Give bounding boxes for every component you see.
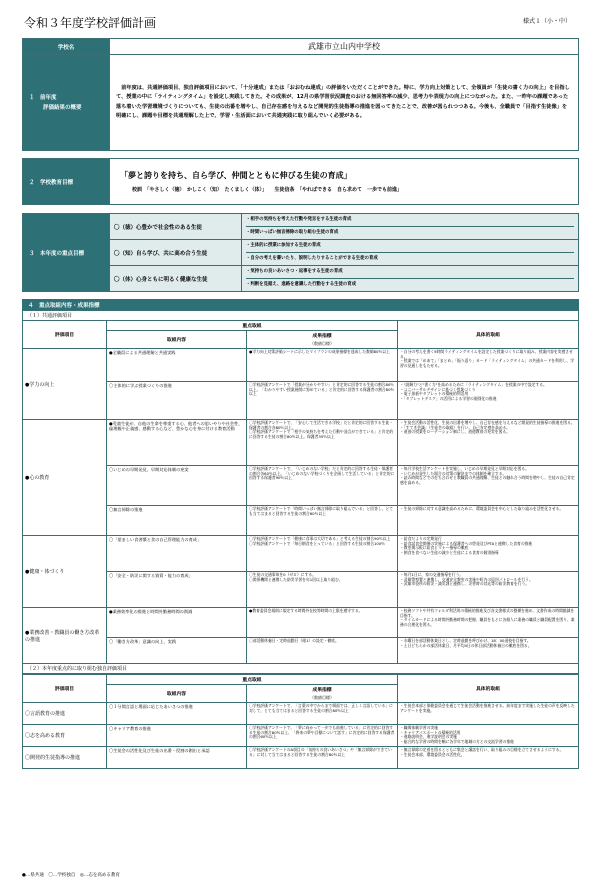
category-cell: 〇開発的生徒指導の推進 bbox=[23, 747, 107, 769]
index-cell: 〇生徒の交通事故を0（ゼロ）にする。 〇関係機関と連携した防災学習を年1回以上取り組む。 bbox=[247, 572, 398, 608]
focus-points-1: ・相手の気持ちを考えた行動や発言をする生徒の育成 ・時間いっぱい無言掃除の取り組む生徒の育成 bbox=[242, 214, 579, 240]
table-row bbox=[23, 506, 579, 536]
concrete-cell: ・校務ソフトや共有フォルダ利活用の積極的推進及び各文書様式の整備を進め、文書作成の時間縮減を目指す。 ・タイムカードによる時間外勤務時間の把握、職員をもとに各個人に業務の職員と職員配置を図り、業務の合理化を図る。 bbox=[398, 608, 579, 638]
table-row bbox=[23, 536, 579, 572]
concrete-cell: ・生徒の掃除に対する意識を高めるために、環境委員会を中心とした取り組みを活性化させる。 bbox=[398, 506, 579, 536]
content-cell: 〇無言掃除の推進 bbox=[107, 506, 247, 536]
concrete-cell: ・自分の考えを書く5時間ライティングタイムを設定した授業づくりに取り組み、授業内容を実感させる。 ・授業では「めあて」「まとめ」「振り返り」カード「ライティングタイム」の共通カードを利用し、学習の見通しをもたせる。 bbox=[398, 349, 579, 382]
section-4 bbox=[22, 299, 579, 769]
category-cell: 〇言語教育の推進 bbox=[23, 703, 107, 725]
header-index-sub: （数値目標） bbox=[247, 340, 398, 349]
focus-table bbox=[22, 213, 579, 292]
unique-items-heading: （２）本年度重点的に取り組む独自評価項目 bbox=[22, 664, 579, 674]
focus-points-2: ・主体的に授業に参加する生徒の育成 ・自分の考えを書いたり、説明したりすることができる生徒の育成 bbox=[242, 240, 579, 266]
table-row bbox=[23, 382, 579, 420]
header-item: 評価項目 bbox=[23, 675, 107, 703]
header-index: 成果指標 bbox=[247, 331, 398, 341]
table-row bbox=[23, 608, 579, 638]
category-cell: ●健康・体づくり bbox=[23, 536, 107, 608]
content-cell: 〇主体的に学ぶ授業づくりの推進 bbox=[107, 382, 247, 420]
index-cell: 〇学校評価アンケートで、「いじめのない学校」だと肯定的に回答する生徒・保護者の割合各80％以上。「いじめのない学校づくりを企画して生活している」と肯定的に回答する保護者90％以上 bbox=[247, 466, 398, 506]
school-name: 武雄市立山内中学校 bbox=[110, 39, 579, 55]
content-cell: 〇「働き方改革」意識の向上、実践 bbox=[107, 638, 247, 664]
focus-label: ３ 本年度の重点目標 bbox=[23, 214, 110, 292]
index-cell: 〇学校評価アンケートのA項目の「気持ちの良いあいさつ」や「無言掃除ができている」に対して当てはまると回答する生徒の割合80％以上 bbox=[247, 747, 398, 769]
concrete-cell: ・毎月学校生活アンケートを実施し、いじめの早期発見と早期対応を図る。 ・いじめが発生した場合の対策の解決までの体制を確立する。 ・読み時間などでの打ち合わせと教職員の共通理解、生徒との触れ合う時間を増やし、生徒の自己肯定感を高める。 bbox=[398, 466, 579, 506]
header-concrete: 具体的取組 bbox=[398, 321, 579, 349]
header-index-sub: （数値目標） bbox=[247, 694, 398, 703]
content-cell: 〇「安全・防災に関する資質・能力の育成」 bbox=[107, 572, 247, 608]
focus-title-3: 〇（体）心身ともに明るく健康な生徒 bbox=[110, 266, 242, 292]
index-cell: 〇学校評価アンケートで、「言葉の中でからまで場面では、正しく言語している」に対して、とても当てはまると回答する生徒の割合80％以上 bbox=[247, 703, 398, 725]
goal-label: ２ 学校教育目標 bbox=[23, 159, 110, 205]
table-row bbox=[23, 572, 579, 608]
content-cell: ●業務効率化の推進と時間外勤務時間の削減 bbox=[107, 608, 247, 638]
category-cell: ●業務改善・教職員の働き方改革の推進 bbox=[23, 608, 107, 664]
content-cell: 〇いじめの早期発見、早期対応体制の充実 bbox=[107, 466, 247, 506]
header-index: 成果指標 bbox=[247, 685, 398, 695]
concrete-cell: ・毎月1日に、家の交通指導を行う。 ・武雄警察署と連携し、交通安全教室の実施や町内の巡回パトロールを行う。 ・武雄市役所の防災・減災課と連携し、災害時の対応等の防災教育を行う。 bbox=[398, 572, 579, 608]
table-row bbox=[23, 747, 579, 769]
goal-main: 「夢と誇りを持ち、自ら学び、仲間とともに伸びる生徒の育成」 bbox=[120, 171, 352, 180]
concrete-cell: ・水曜日を部活動休業日とし、定時退勤を呼びかけ、18：00退校を目指す。 ・土日どちらかの部活休業日、月平均4日の休日部活動休養日の徹底を図る。 bbox=[398, 638, 579, 664]
concrete-cell: ・生徒会本部と保健委員会を通じて生徒会活動を推進させる。前年度まで実施した生徒の声を反映したアンケートを実施。 bbox=[398, 703, 579, 725]
page-title: 令和３年度学校評価計画 bbox=[24, 16, 157, 30]
focus-title-1: 〇（徳）心豊かで社会性のある生徒 bbox=[110, 214, 242, 240]
header-focus: 重点取組 bbox=[107, 675, 398, 685]
content-cell: 〇「望ましい食習慣と食の自己管理能力の育成」 bbox=[107, 536, 247, 572]
overview-table bbox=[22, 38, 579, 215]
table-row bbox=[23, 349, 579, 382]
table-row bbox=[23, 420, 579, 466]
goal-cell bbox=[110, 159, 579, 205]
content-cell: 〇生徒会の活性化及び生徒の出番・役割の創出と承認 bbox=[107, 747, 247, 769]
content-cell: 〇キャリア教育の推進 bbox=[107, 725, 247, 747]
concrete-cell: ・給食だよりの定期発行 ・給食試食会開催の実施による保護者への啓発及びPTAと連携した食育の推進 ・教室掲示板に給食とマナー指導の徹底 ・朝食を食べない生徒の減少と生徒による食育の個別指導 bbox=[398, 536, 579, 572]
index-cell: ●教育委員会規則に規定する時間外在校等時間の上限を遵守する。 bbox=[247, 608, 398, 638]
category-cell: 〇志を高める教育 bbox=[23, 725, 107, 747]
prev-eval-label: １ 前年度 評価結果の概要 bbox=[23, 55, 110, 151]
index-cell: 〇学校評価アンケートで、「安心して生活できる学校」だと肯定的に回答する生徒・保護者の割合各80％以上。 〇学校評価アンケートで「相手の気持ちを考えた行動や発言ができている」と肯定的に回答する生徒の割合80％以上。保護者35％以上 bbox=[247, 420, 398, 466]
header-content: 取組内容 bbox=[107, 331, 247, 349]
section-4-title: ４ 重点取組内容・成果指標 bbox=[22, 299, 579, 310]
table-row bbox=[23, 466, 579, 506]
unique-items-table bbox=[22, 674, 579, 769]
index-cell: ●学力向上対策評価シートに示したマイプランの成果指標を達成した教師80％以上 bbox=[247, 349, 398, 382]
focus-title-2: 〇（知）自ら学び、共に高め合う生徒 bbox=[110, 240, 242, 266]
header-concrete: 具体的取組 bbox=[398, 675, 579, 703]
table-row bbox=[23, 725, 579, 747]
header-focus: 重点取組 bbox=[107, 321, 398, 331]
index-cell: 〇学校評価アンケートで「授業が分かりやすい」と肯定的に回答する生徒の割合80％以上、「わかりやすい授業展開に努めている」と肯定的に回答する保護者の割合80％以上 bbox=[247, 382, 398, 420]
concrete-cell: ・"読解力"と"書く力"を高めるために「ライティングタイム」を授業の中で設定する。 ・ユニバーサルデザインに基づく授業づくり ・電子黒板やタブレットの積極的利活用 ・「タブレットデスク」の活用による学習の個別化の推進 bbox=[398, 382, 579, 420]
content-cell: ●全職員による共通理解と共通実践 bbox=[107, 349, 247, 382]
common-items-table bbox=[22, 320, 579, 664]
concrete-cell: ・無言掃除の定着を図るとともに集会と講話を行い、取り組みの目標を立てさせるようにする。 ・生徒会本部、環境委員会の活性化。 bbox=[398, 747, 579, 769]
index-cell: 〇学校評価アンケートで「健康に食事は大切である」と考える生徒の割合90％以上 〇学校評価アンケートで「毎日朝食をとっている」と回答する生徒の割合100％ bbox=[247, 536, 398, 572]
header-item: 評価項目 bbox=[23, 321, 107, 349]
concrete-cell: ・生徒会活動の活性化、生徒の出番を増やし、自己存在感を与えるなど開発的生徒指導の推進を図る。 ・「すてき会議」（生徒会の取組）を行い、自己肯定感を高める。 ・道徳の授業をローテーション制にし、道徳教育の充実を図る。 bbox=[398, 420, 579, 466]
index-cell: 〇学校評価アンケートで「時間いっぱい無言掃除に取り組んでいる」と回答し、とても当てはまると回答する生徒の割合60％以上 bbox=[247, 506, 398, 536]
content-cell: ●児童生徒が、自他の生命を尊重する心、他者への思いやりや社会性、倫理観や正義感、感動する心など、豊かな心を身に付ける教育活動 bbox=[107, 420, 247, 466]
index-cell: 〇学校評価アンケートで、「夢に向かって一歩でも前進している」に肯定的に回答する生徒の割合80％以上、「将来の夢や目標について話す」に肯定的に回答する保護者の割合60％以上 bbox=[247, 725, 398, 747]
table-row bbox=[23, 703, 579, 725]
header-content: 取組内容 bbox=[107, 685, 247, 703]
common-items-heading: （１）共通評価項目 bbox=[22, 310, 579, 320]
content-cell: 〇１分間言語と場面に応じたあいさつの推進 bbox=[107, 703, 247, 725]
table-row bbox=[23, 638, 579, 664]
goal-sub: 校訓 「やさしく（徳） かしこく（知） たくましく（体）」 生徒信条 「やればできる 自ら求めて 一歩でも前進」 bbox=[132, 187, 403, 193]
school-name-label: 学校名 bbox=[23, 39, 110, 55]
prev-eval-text: 前年度は、共通評価項目、独自評価項目において、「十分達成」または「おおむね達成」の評価をいただくことができた。特に、学力向上対策として、全領員が「生徒の書く力の向上」を目指して、授業の中に「ライティングタイム」を設定し実践してきた。その成果が、12月の県学習状況調査のおける無回答率の減少、思考力や表現力の向上につながった。また、一昨年の課題であった落ち着いた学習環境づくりについても、生徒の出番を増やし、自己存在感を与えるなど開発的生徒指導の推進を図ってきたことで、改善が図られつつある。今後も、全職員で「目指す生徒像」を明確にし、課題や目標を共通理解した上で、学習・生活面において共通実践に取り組んでいく必要がある。 bbox=[110, 55, 579, 151]
legend: ●…県共通 〇…学校独自 ◎…志を高める教育 bbox=[22, 873, 120, 878]
focus-points-3: ・気持ちの良いあいさつ・返事をする生徒の育成 ・判断を見据え、進路を意識した行動をする生徒の育成 bbox=[242, 266, 579, 292]
form-number: 様式１（小・中） bbox=[522, 18, 571, 25]
concrete-cell: ・職場体験学習の実施 ・キャリアパスポートの積極的活用 ・進路説明会、進学説明会の実施 ・総合的な学習の時間を軸に各学年で地域の方との交流学習の推進 bbox=[398, 725, 579, 747]
category-cell: ●心の教育 bbox=[23, 420, 107, 536]
index-cell: 〇部活動休養日・定時退勤日（週1）の設定・徹底。 bbox=[247, 638, 398, 664]
category-cell: ●学力の向上 bbox=[23, 349, 107, 420]
